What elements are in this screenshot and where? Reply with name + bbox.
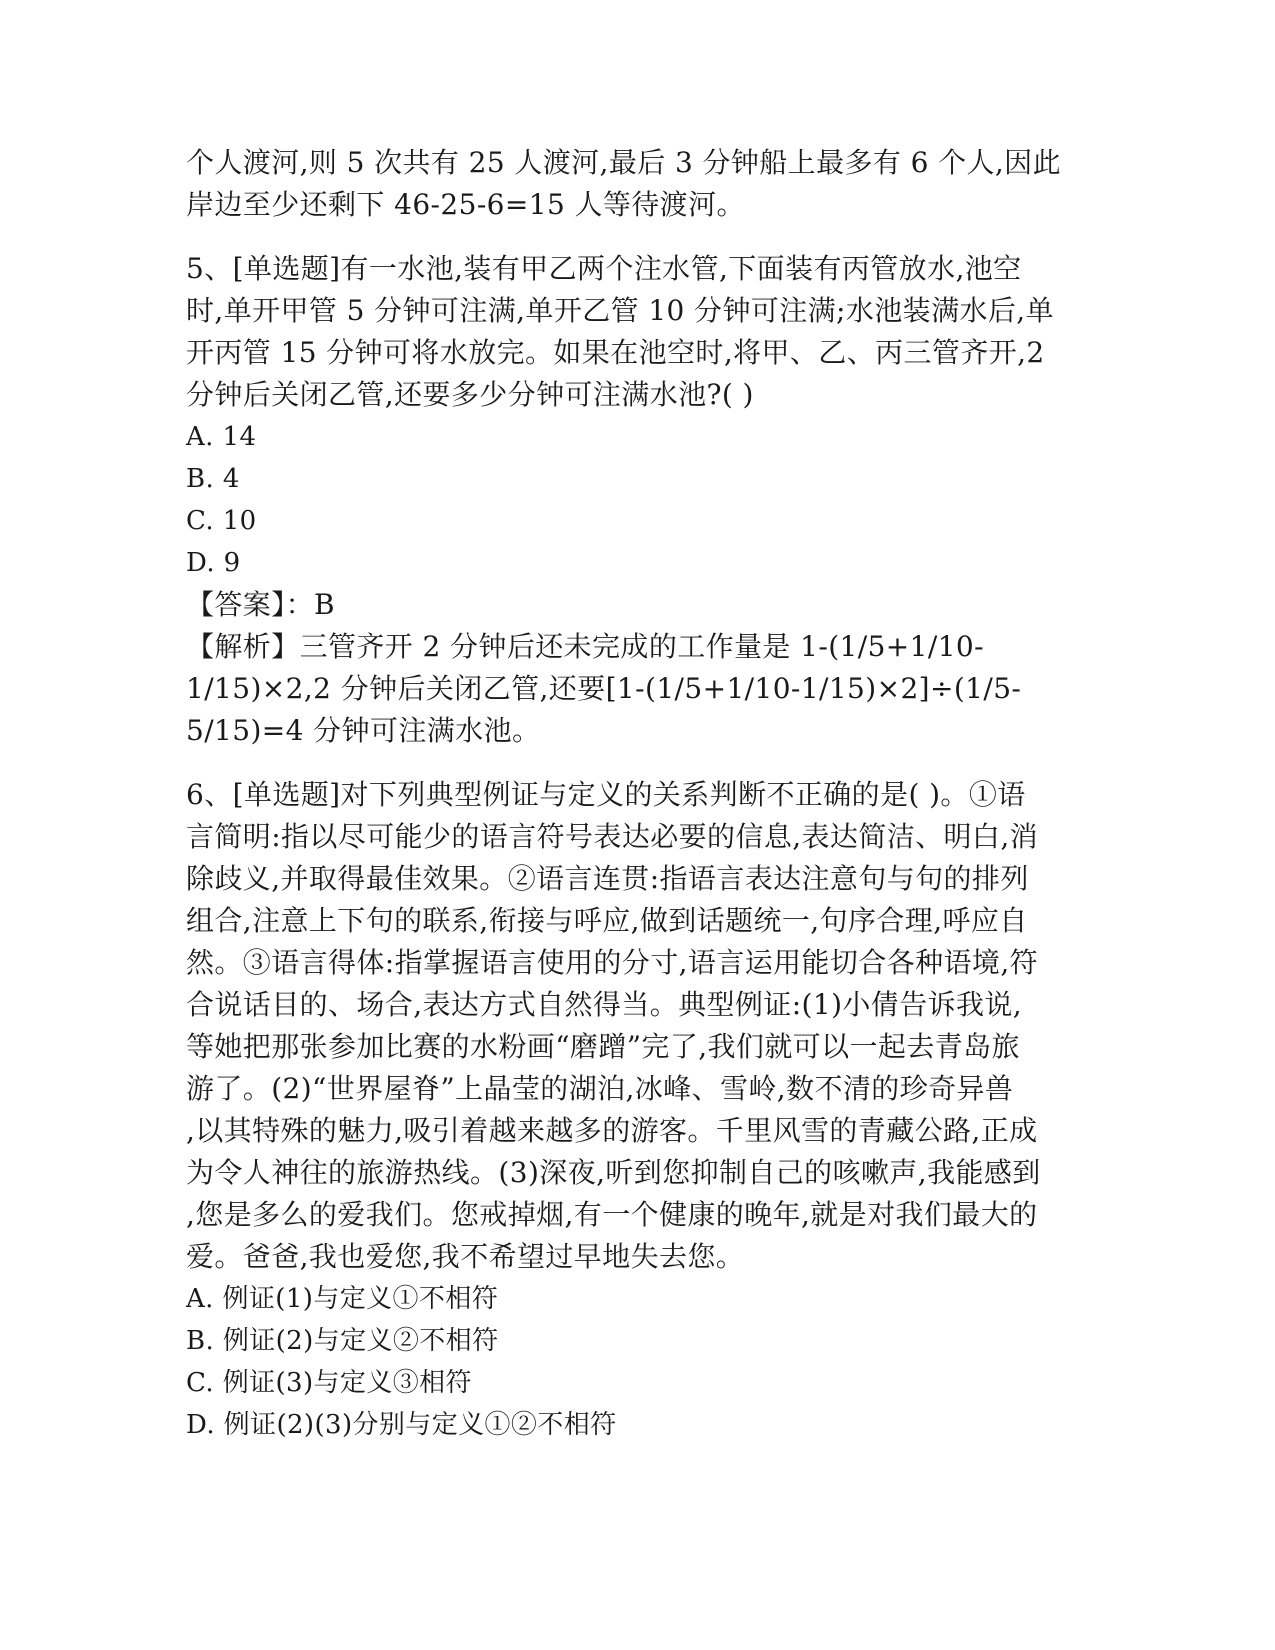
question-stem-line: 为令人神往的旅游热线。(3)深夜,听到您抑制自己的咳嗽声,我能感到 (186, 1156, 1041, 1189)
answer-line: 【答案】：B (186, 588, 335, 621)
intro-paragraph (186, 142, 1076, 226)
option-b: B. 4 (186, 464, 240, 494)
text-line: 岸边至少还剩下 46-25-6=15 人等待渡河。 (186, 188, 745, 221)
question-6 (186, 774, 1076, 1446)
analysis-line: 5/15)=4 分钟可注满水池。 (186, 714, 541, 747)
option-d: D. 9 (186, 548, 241, 578)
question-stem-line: 5、[单选题]有一水池,装有甲乙两个注水管,下面装有丙管放水,池空 (186, 252, 1022, 285)
question-stem-line: ,以其特殊的魅力,吸引着越来越多的游客。千里风雪的青藏公路,正成 (186, 1114, 1038, 1147)
analysis-line: 【解析】三管齐开 2 分钟后还未完成的工作量是 1-(1/5+1/10- (186, 630, 984, 663)
question-stem-line: 时,单开甲管 5 分钟可注满,单开乙管 10 分钟可注满;水池装满水后,单 (186, 294, 1054, 327)
option-b: B. 例证(2)与定义②不相符 (186, 1326, 499, 1356)
document-page (186, 142, 1076, 1446)
option-c: C. 10 (186, 506, 257, 536)
question-stem-line: ,您是多么的爱我们。您戒掉烟,有一个健康的晚年,就是对我们最大的 (186, 1198, 1038, 1231)
option-a: A. 14 (186, 422, 257, 452)
question-stem-line: 分钟后关闭乙管,还要多少分钟可注满水池?( ) (186, 378, 754, 411)
option-a: A. 例证(1)与定义①不相符 (186, 1284, 499, 1314)
question-stem-line: 言简明:指以尽可能少的语言符号表达必要的信息,表达简洁、明白,消 (186, 820, 1039, 853)
text-line: 个人渡河,则 5 次共有 25 人渡河,最后 3 分钟船上最多有 6 个人,因此 (186, 146, 1061, 179)
analysis-line: 1/15)×2,2 分钟后关闭乙管,还要[1-(1/5+1/10-1/15)×2]÷(1/5- (186, 672, 1022, 705)
question-stem-line: 爱。爸爸,我也爱您,我不希望过早地失去您。 (186, 1240, 745, 1273)
question-stem-line: 然。③语言得体:指掌握语言使用的分寸,语言运用能切合各种语境,符 (186, 946, 1039, 979)
question-stem-line: 6、[单选题]对下列典型例证与定义的关系判断不正确的是( )。①语 (186, 778, 1026, 811)
question-stem-line: 等她把那张参加比赛的水粉画“磨蹭”完了,我们就可以一起去青岛旅 (186, 1030, 1020, 1063)
question-stem-line: 组合,注意上下句的联系,衔接与呼应,做到话题统一,句序合理,呼应自 (186, 904, 1028, 937)
option-c: C. 例证(3)与定义③相符 (186, 1368, 472, 1398)
question-stem-line: 游了。(2)“世界屋脊”上晶莹的湖泊,冰峰、雪岭,数不清的珍奇异兽 (186, 1072, 1014, 1105)
question-stem-line: 合说话目的、场合,表达方式自然得当。典型例证:(1)小倩告诉我说, (186, 988, 1023, 1021)
question-5 (186, 248, 1076, 752)
option-d: D. 例证(2)(3)分别与定义①②不相符 (186, 1410, 617, 1440)
question-stem-line: 开丙管 15 分钟可将水放完。如果在池空时,将甲、乙、丙三管齐开,2 (186, 336, 1045, 369)
question-stem-line: 除歧义,并取得最佳效果。②语言连贯:指语言表达注意句与句的排列 (186, 862, 1029, 895)
